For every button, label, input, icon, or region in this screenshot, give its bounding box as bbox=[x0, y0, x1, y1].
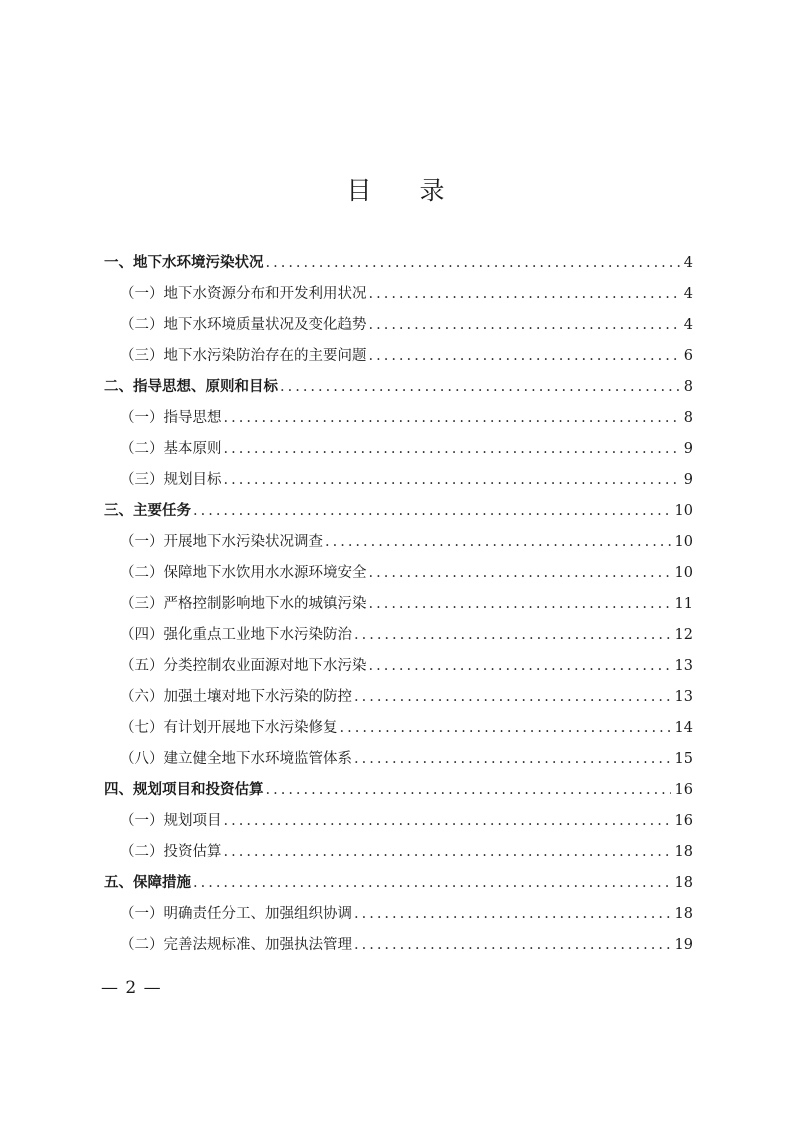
toc-entry-label: （一）开展地下水污染状况调查 bbox=[120, 534, 323, 550]
toc-dot-leader bbox=[354, 930, 671, 961]
toc-entry-label: （二）保障地下水饮用水水源环境安全 bbox=[120, 565, 367, 581]
toc-subsection[interactable] bbox=[104, 279, 693, 310]
toc-entry-label: 四、规划项目和投资估算 bbox=[104, 782, 264, 798]
toc-subsection[interactable] bbox=[104, 682, 693, 713]
toc-entry-label: （二）地下水环境质量状况及变化趋势 bbox=[120, 317, 367, 333]
toc-entry-label: （二）完善法规标准、加强执法管理 bbox=[120, 937, 352, 953]
toc-entry-page: 18 bbox=[674, 906, 693, 922]
toc-dot-leader bbox=[369, 589, 671, 620]
toc-subsection[interactable] bbox=[104, 899, 693, 930]
toc-dot-leader bbox=[266, 775, 671, 806]
toc-entry-label: （五）分类控制农业面源对地下水污染 bbox=[120, 658, 367, 674]
toc-entry-page: 6 bbox=[683, 348, 693, 364]
toc-entry-page: 15 bbox=[674, 751, 693, 767]
toc-entry-page: 19 bbox=[674, 937, 693, 953]
toc-subsection[interactable] bbox=[104, 806, 693, 837]
toc-dot-leader bbox=[369, 558, 671, 589]
toc-dot-leader bbox=[193, 868, 671, 899]
toc-entry-page: 8 bbox=[683, 410, 693, 426]
toc-dot-leader bbox=[369, 341, 680, 372]
toc-entry-label: （三）严格控制影响地下水的城镇污染 bbox=[120, 596, 367, 612]
toc-entry-label: （一）规划项目 bbox=[120, 813, 222, 829]
toc-entry-label: 五、保障措施 bbox=[104, 875, 191, 891]
toc-subsection[interactable] bbox=[104, 403, 693, 434]
toc-dot-leader bbox=[369, 651, 671, 682]
toc-dot-leader bbox=[224, 403, 680, 434]
toc-entry-label: （三）地下水污染防治存在的主要问题 bbox=[120, 348, 367, 364]
toc-entry-label: 一、地下水环境污染状况 bbox=[104, 255, 264, 271]
toc-dot-leader bbox=[193, 496, 671, 527]
toc-subsection[interactable] bbox=[104, 589, 693, 620]
toc-section[interactable] bbox=[104, 496, 693, 527]
toc-entry-page: 18 bbox=[674, 875, 693, 891]
toc-subsection[interactable] bbox=[104, 341, 693, 372]
toc-entry-page: 13 bbox=[674, 689, 693, 705]
toc-entry-label: （一）指导思想 bbox=[120, 410, 222, 426]
toc-entry-page: 11 bbox=[674, 596, 693, 612]
toc-entry-page: 9 bbox=[683, 472, 693, 488]
toc-subsection[interactable] bbox=[104, 744, 693, 775]
toc-dot-leader bbox=[325, 527, 671, 558]
toc-entry-page: 12 bbox=[674, 627, 693, 643]
toc-dot-leader bbox=[266, 248, 680, 279]
toc-subsection[interactable] bbox=[104, 651, 693, 682]
toc-entry-label: （一）明确责任分工、加强组织协调 bbox=[120, 906, 352, 922]
toc-entry-page: 13 bbox=[674, 658, 693, 674]
toc-dot-leader bbox=[354, 682, 671, 713]
toc-dot-leader bbox=[369, 310, 680, 341]
toc-entry-page: 10 bbox=[674, 565, 693, 581]
toc-dot-leader bbox=[354, 899, 671, 930]
toc-entry-label: （二）投资估算 bbox=[120, 844, 222, 860]
page-number: — 2 — bbox=[101, 978, 162, 998]
page-title-char-2: 录 bbox=[419, 176, 447, 205]
toc-entry-page: 4 bbox=[683, 255, 693, 271]
toc-subsection[interactable] bbox=[104, 527, 693, 558]
toc-entry-page: 10 bbox=[674, 503, 693, 519]
toc-entry-page: 4 bbox=[683, 317, 693, 333]
toc-entry-page: 16 bbox=[674, 782, 693, 798]
toc-section[interactable] bbox=[104, 248, 693, 279]
toc-dot-leader bbox=[224, 806, 671, 837]
toc-section[interactable] bbox=[104, 868, 693, 899]
toc-entry-page: 10 bbox=[674, 534, 693, 550]
toc-subsection[interactable] bbox=[104, 837, 693, 868]
toc-entry-page: 9 bbox=[683, 441, 693, 457]
toc-dot-leader bbox=[354, 744, 671, 775]
toc-entry-label: 二、指导思想、原则和目标 bbox=[104, 379, 278, 395]
toc-subsection[interactable] bbox=[104, 620, 693, 651]
toc-entry-page: 8 bbox=[683, 379, 693, 395]
toc-entry-page: 16 bbox=[674, 813, 693, 829]
toc-entry-page: 14 bbox=[674, 720, 693, 736]
toc-dot-leader bbox=[280, 372, 680, 403]
table-of-contents bbox=[104, 248, 693, 961]
toc-subsection[interactable] bbox=[104, 310, 693, 341]
toc-entry-label: 三、主要任务 bbox=[104, 503, 191, 519]
toc-dot-leader bbox=[354, 620, 671, 651]
toc-dot-leader bbox=[224, 434, 680, 465]
toc-entry-label: （三）规划目标 bbox=[120, 472, 222, 488]
toc-subsection[interactable] bbox=[104, 558, 693, 589]
toc-section[interactable] bbox=[104, 372, 693, 403]
page-title-char-1: 目 bbox=[346, 176, 374, 205]
toc-entry-label: （八）建立健全地下水环境监管体系 bbox=[120, 751, 352, 767]
toc-dot-leader bbox=[224, 837, 671, 868]
toc-dot-leader bbox=[340, 713, 671, 744]
toc-dot-leader bbox=[224, 465, 680, 496]
toc-section[interactable] bbox=[104, 775, 693, 806]
toc-entry-page: 4 bbox=[683, 286, 693, 302]
toc-subsection[interactable] bbox=[104, 465, 693, 496]
toc-entry-label: （一）地下水资源分布和开发利用状况 bbox=[120, 286, 367, 302]
toc-subsection[interactable] bbox=[104, 713, 693, 744]
toc-subsection[interactable] bbox=[104, 930, 693, 961]
toc-entry-label: （二）基本原则 bbox=[120, 441, 222, 457]
page-title bbox=[0, 171, 793, 207]
toc-entry-label: （七）有计划开展地下水污染修复 bbox=[120, 720, 338, 736]
toc-subsection[interactable] bbox=[104, 434, 693, 465]
toc-entry-page: 18 bbox=[674, 844, 693, 860]
toc-entry-label: （四）强化重点工业地下水污染防治 bbox=[120, 627, 352, 643]
toc-dot-leader bbox=[369, 279, 680, 310]
toc-entry-label: （六）加强土壤对地下水污染的防控 bbox=[120, 689, 352, 705]
